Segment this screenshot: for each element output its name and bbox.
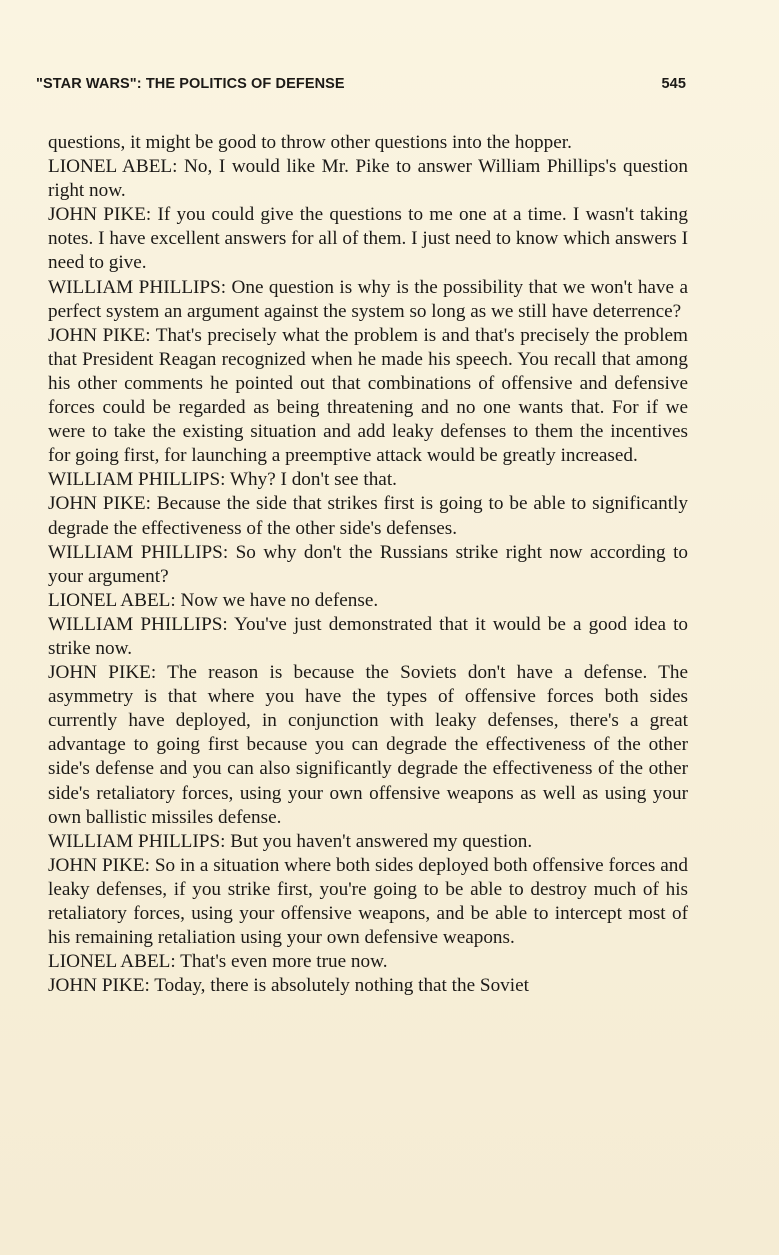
running-head-title: "STAR WARS": THE POLITICS OF DEFENSE [36, 76, 345, 92]
paragraph: WILLIAM PHILLIPS: But you haven't answered my question. [48, 830, 533, 852]
paragraph: JOHN PIKE: If you could give the questions to me one at a time. I wasn't taking notes. I have excellent answers for all of them. I just need to know which answers I need to give. [48, 204, 688, 274]
paragraph: JOHN PIKE: Today, there is absolutely nothing that the Soviet [48, 975, 529, 997]
running-head [36, 76, 686, 96]
paragraph: WILLIAM PHILLIPS: Why? I don't see that. [48, 469, 397, 491]
paragraph: WILLIAM PHILLIPS: You've just demonstrated that it would be a good idea to strike now. [48, 613, 688, 659]
paragraph: WILLIAM PHILLIPS: One question is why is the possibility that we won't have a perfect system an argument against the system so long as we still have deterrence? [48, 276, 688, 322]
paragraph: questions, it might be good to throw other questions into the hopper. [48, 132, 572, 153]
paragraph: WILLIAM PHILLIPS: So why don't the Russians strike right now according to your argument? [48, 541, 688, 587]
paragraph: JOHN PIKE: The reason is because the Soviets don't have a defense. The asymmetry is that where you have the types of offensive forces both sides currently have deployed, in conjunction with leaky defenses, there's a great advantage to going first because you can degrade the effectiveness of the other side's defense and you can also significantly degrade the effectiveness of the other side's retaliatory forces, using your own offensive weapons as well as using your own ballistic missiles defense. [48, 662, 688, 828]
paragraph: LIONEL ABEL: That's even more true now. [48, 951, 388, 973]
body-text [48, 131, 688, 998]
paragraph: JOHN PIKE: Because the side that strikes first is going to be able to significantly degrade the effectiveness of the other side's defenses. [48, 493, 688, 539]
paragraph: LIONEL ABEL: Now we have no defense. [48, 589, 379, 611]
paragraph: JOHN PIKE: That's precisely what the problem is and that's precisely the problem that President Reagan recognized when he made his speech. You recall that among his other comments he pointed out that combinations of offensive and defensive forces could be regarded as being threatening and no one wants that. For if we were to take the existing situation and add leaky defenses to them the incentives for going first, for launching a preemptive attack would be greatly increased. [48, 324, 688, 467]
paragraph: LIONEL ABEL: No, I would like Mr. Pike to answer William Phillips's question right now. [48, 156, 688, 202]
paragraph: JOHN PIKE: So in a situation where both sides deployed both offensive forces and leaky defenses, if you strike first, you're going to be able to destroy much of his retaliatory forces, using your offensive weapons, and be able to intercept most of his remaining retaliation using your own defensive weapons. [48, 854, 688, 949]
page-number: 545 [661, 76, 686, 92]
